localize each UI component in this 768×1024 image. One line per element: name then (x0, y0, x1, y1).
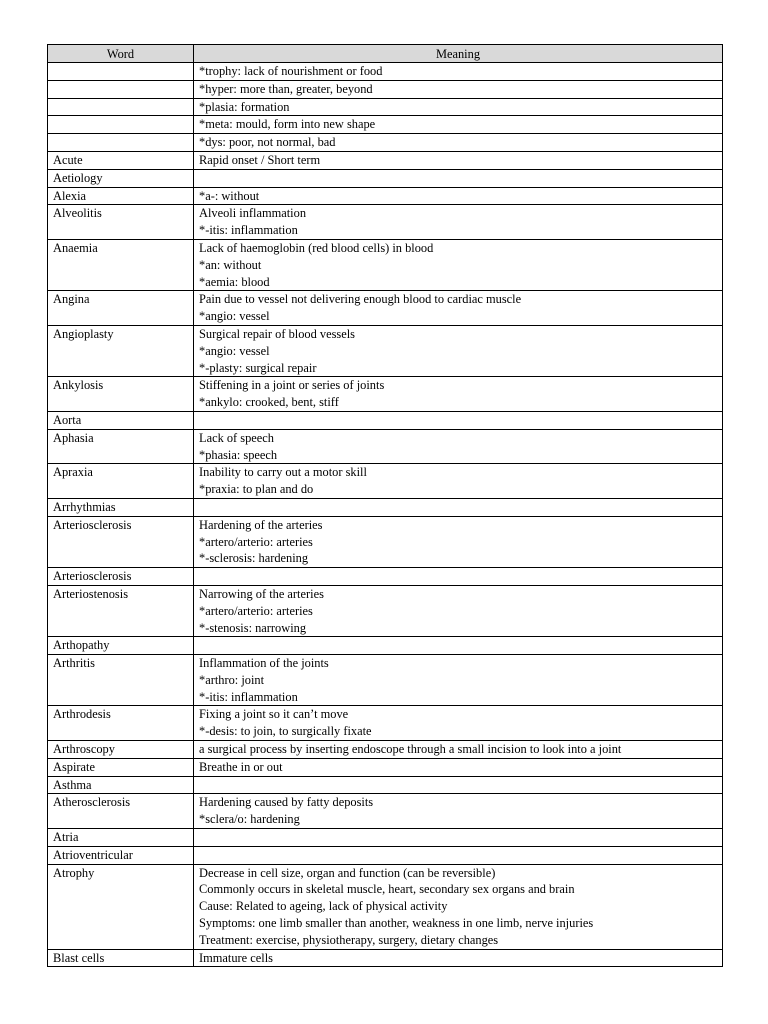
meaning-cell (194, 98, 723, 116)
meaning-line (199, 637, 718, 654)
meaning-line (199, 777, 718, 794)
table-row (48, 949, 723, 967)
meaning-cell (194, 585, 723, 636)
meaning-cell (194, 846, 723, 864)
term-cell: Alexia (48, 187, 194, 205)
table-row (48, 63, 723, 81)
term-cell (48, 134, 194, 152)
meaning-line: Commonly occurs in skeletal muscle, heart, secondary sex organs and brain (199, 882, 575, 897)
meaning-line: *-plasty: surgical repair (199, 360, 317, 375)
meaning-cell (194, 377, 723, 412)
term-cell: Arthopathy (48, 637, 194, 655)
meaning-line: Hardening of the arteries (199, 517, 323, 532)
meaning-line: Rapid onset / Short term (199, 152, 321, 167)
meaning-line (199, 847, 718, 864)
header-meaning: Meaning (194, 45, 723, 63)
table-row (48, 864, 723, 949)
table-row (48, 464, 723, 499)
term-cell: Arthroscopy (48, 741, 194, 759)
meaning-line: *artero/arterio: arteries (199, 603, 313, 618)
meaning-line (199, 412, 718, 429)
meaning-line: *a-: without (199, 188, 260, 203)
table-row (48, 325, 723, 376)
table-row (48, 98, 723, 116)
meaning-line: *-itis: inflammation (199, 689, 298, 704)
meaning-line: *phasia: speech (199, 447, 278, 462)
table-row (48, 758, 723, 776)
meaning-line: *an: without (199, 257, 262, 272)
table-row (48, 239, 723, 290)
table-row (48, 655, 723, 706)
meaning-cell (194, 706, 723, 741)
meaning-line: *praxia: to plan and do (199, 482, 314, 497)
meaning-line: Inability to carry out a motor skill (199, 465, 367, 480)
meaning-cell (194, 637, 723, 655)
meaning-line: *plasia: formation (199, 99, 290, 114)
meaning-cell (194, 776, 723, 794)
term-cell: Atherosclerosis (48, 794, 194, 829)
table-row (48, 516, 723, 567)
meaning-line: *trophy: lack of nourishment or food (199, 64, 383, 78)
term-cell: Arteriosclerosis (48, 516, 194, 567)
term-cell: Acute (48, 151, 194, 169)
meaning-line: Alveoli inflammation (199, 206, 307, 221)
meaning-line: Symptoms: one limb smaller than another, weakness in one limb, nerve injuries (199, 916, 594, 931)
meaning-line: *hyper: more than, greater, beyond (199, 81, 373, 96)
meaning-line: *aemia: blood (199, 274, 270, 289)
term-cell: Aorta (48, 411, 194, 429)
meaning-cell (194, 291, 723, 326)
meaning-line: Lack of speech (199, 430, 274, 445)
meaning-line: *-itis: inflammation (199, 223, 298, 238)
term-cell: Aetiology (48, 169, 194, 187)
meaning-line: Cause: Related to ageing, lack of physical activity (199, 899, 448, 914)
meaning-cell (194, 205, 723, 240)
table-row (48, 205, 723, 240)
term-cell: Apraxia (48, 464, 194, 499)
meaning-line: *meta: mould, form into new shape (199, 117, 376, 132)
meaning-line: Decrease in cell size, organ and function (can be reversible) (199, 865, 496, 880)
table-row (48, 846, 723, 864)
meaning-line: Breathe in or out (199, 759, 283, 774)
header-row (48, 45, 723, 63)
table-row (48, 498, 723, 516)
table-row (48, 116, 723, 134)
meaning-cell (194, 794, 723, 829)
meaning-line: Fixing a joint so it can’t move (199, 707, 349, 722)
term-cell: Anaemia (48, 239, 194, 290)
table-row (48, 411, 723, 429)
term-cell: Arthritis (48, 655, 194, 706)
meaning-line: Hardening caused by fatty deposits (199, 795, 374, 810)
meaning-line: *-stenosis: narrowing (199, 620, 307, 635)
meaning-line: *ankylo: crooked, bent, stiff (199, 395, 339, 410)
term-cell: Ankylosis (48, 377, 194, 412)
meaning-cell (194, 655, 723, 706)
term-cell: Asthma (48, 776, 194, 794)
term-cell: Arthrodesis (48, 706, 194, 741)
meaning-line (199, 568, 718, 585)
table-row (48, 637, 723, 655)
meaning-line: *dys: poor, not normal, bad (199, 135, 336, 150)
meaning-cell (194, 134, 723, 152)
table-row (48, 585, 723, 636)
glossary-body (48, 63, 723, 967)
meaning-line: Stiffening in a joint or series of joints (199, 378, 385, 393)
term-cell (48, 80, 194, 98)
meaning-line: Inflammation of the joints (199, 656, 329, 671)
meaning-line: *arthro: joint (199, 672, 265, 687)
term-cell: Blast cells (48, 949, 194, 967)
term-cell: Arteriostenosis (48, 585, 194, 636)
meaning-cell (194, 464, 723, 499)
document-page (47, 44, 722, 967)
meaning-cell (194, 169, 723, 187)
header-word: Word (48, 45, 194, 63)
term-cell: Atria (48, 829, 194, 847)
meaning-cell (194, 151, 723, 169)
meaning-cell (194, 568, 723, 586)
meaning-line: *-desis: to join, to surgically fixate (199, 724, 372, 739)
meaning-line: Immature cells (199, 950, 273, 965)
table-row (48, 829, 723, 847)
table-row (48, 429, 723, 464)
meaning-line: *-sclerosis: hardening (199, 551, 309, 566)
term-cell: Alveolitis (48, 205, 194, 240)
table-row (48, 568, 723, 586)
meaning-cell (194, 949, 723, 967)
meaning-cell (194, 187, 723, 205)
meaning-cell (194, 429, 723, 464)
meaning-cell (194, 239, 723, 290)
meaning-line: *angio: vessel (199, 309, 270, 324)
term-cell: Atrioventricular (48, 846, 194, 864)
table-row (48, 776, 723, 794)
table-row (48, 741, 723, 759)
table-row (48, 169, 723, 187)
glossary-table (47, 44, 723, 967)
meaning-cell (194, 325, 723, 376)
term-cell: Atrophy (48, 864, 194, 949)
term-cell (48, 116, 194, 134)
meaning-line: Treatment: exercise, physiotherapy, surgery, dietary changes (199, 932, 499, 947)
meaning-line: Pain due to vessel not delivering enough blood to cardiac muscle (199, 292, 522, 307)
meaning-line (199, 170, 718, 187)
term-cell: Angina (48, 291, 194, 326)
meaning-cell (194, 864, 723, 949)
meaning-cell (194, 758, 723, 776)
term-cell (48, 63, 194, 81)
term-cell: Aspirate (48, 758, 194, 776)
meaning-line: Lack of haemoglobin (red blood cells) in blood (199, 240, 434, 255)
term-cell: Arteriosclerosis (48, 568, 194, 586)
term-cell: Arrhythmias (48, 498, 194, 516)
meaning-cell (194, 498, 723, 516)
table-row (48, 291, 723, 326)
meaning-line (199, 829, 718, 846)
meaning-cell (194, 829, 723, 847)
meaning-cell (194, 411, 723, 429)
table-row (48, 151, 723, 169)
term-cell: Aphasia (48, 429, 194, 464)
table-row (48, 187, 723, 205)
table-row (48, 377, 723, 412)
table-row (48, 706, 723, 741)
meaning-cell (194, 116, 723, 134)
meaning-cell (194, 516, 723, 567)
meaning-line: Surgical repair of blood vessels (199, 326, 355, 341)
meaning-line (199, 499, 718, 516)
meaning-line: Narrowing of the arteries (199, 586, 324, 601)
term-cell: Angioplasty (48, 325, 194, 376)
meaning-line: *artero/arterio: arteries (199, 534, 313, 549)
meaning-line: a surgical process by inserting endoscope through a small incision to look into a joint (199, 742, 622, 757)
meaning-cell (194, 80, 723, 98)
meaning-line: *sclera/o: hardening (199, 812, 300, 827)
table-row (48, 80, 723, 98)
meaning-cell (194, 63, 723, 81)
table-row (48, 134, 723, 152)
table-row (48, 794, 723, 829)
term-cell (48, 98, 194, 116)
meaning-cell (194, 741, 723, 759)
meaning-line: *angio: vessel (199, 343, 270, 358)
